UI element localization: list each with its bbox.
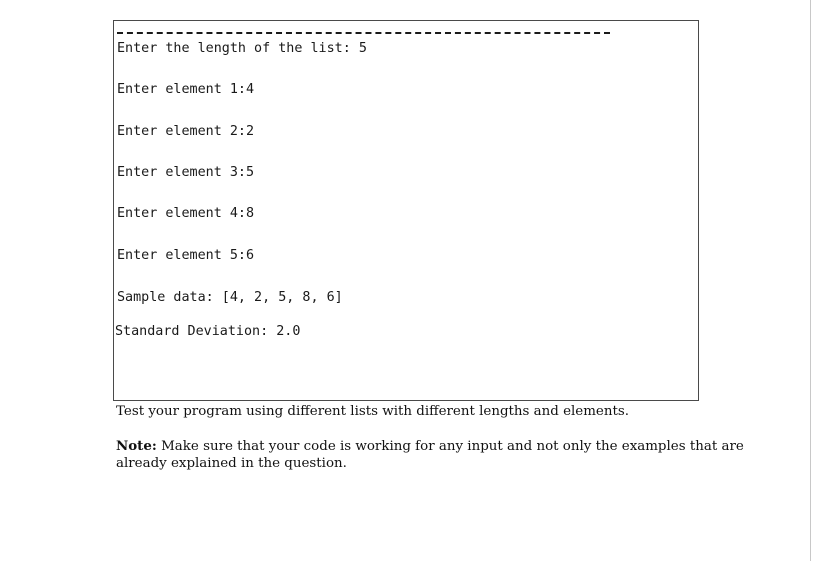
program-output-box — [113, 20, 699, 401]
prompt-element-1: Enter element 1:4 — [117, 82, 255, 97]
prompt-element-4: Enter element 4:8 — [117, 206, 255, 221]
prompt-element-2: Enter element 2:2 — [117, 124, 255, 139]
prompt-element-3: Enter element 3:5 — [117, 165, 255, 180]
note-text-line2: already explained in the question. — [116, 456, 347, 471]
note-label: Note: — [116, 438, 157, 454]
prompt-element-5: Enter element 5:6 — [117, 248, 255, 263]
page-edge-divider — [810, 0, 811, 561]
prompt-list-length: Enter the length of the list: 5 — [117, 41, 367, 56]
sample-data-output: Sample data: [4, 2, 5, 8, 6] — [117, 290, 343, 305]
note-paragraph-line1 — [116, 438, 744, 455]
standard-deviation-output: Standard Deviation: 2.0 — [115, 324, 301, 339]
note-text-line1: Make sure that your code is working for any input and not only the examples that are — [156, 439, 744, 454]
separator-dashed-line — [117, 32, 610, 34]
test-instruction: Test your program using different lists with different lengths and elements. — [116, 404, 629, 419]
